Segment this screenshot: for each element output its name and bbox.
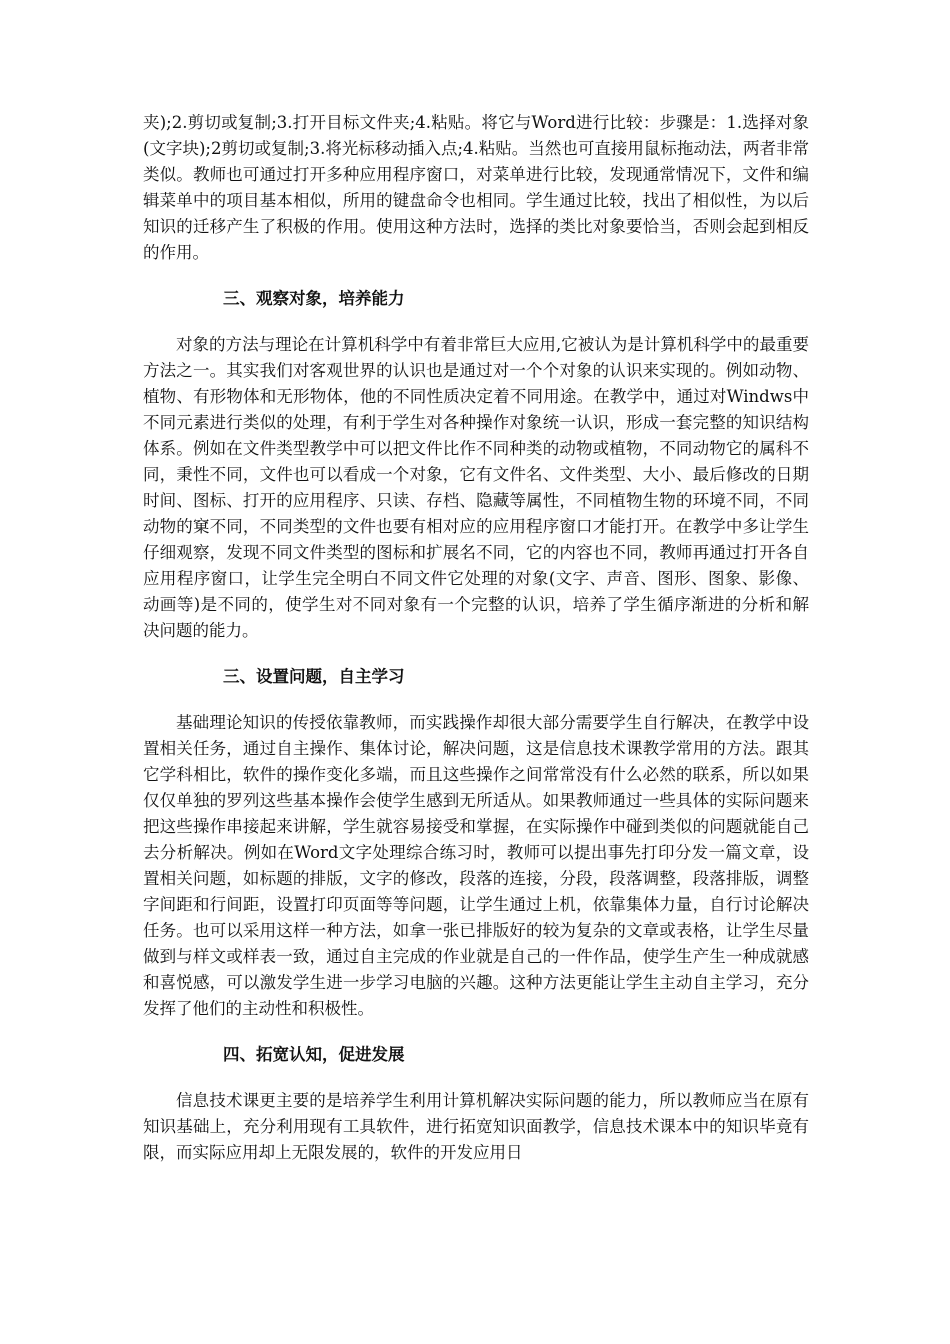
document-page	[143, 110, 809, 1166]
section-heading-observe-objects: 三、观察对象，培养能力	[223, 289, 405, 308]
opening-paragraph: 夹);2.剪切或复制;3.打开目标文件夹;4.粘贴。将它与Word进行比较：步骤是：1.选择对象(文字块);2剪切或复制;3.将光标移动插入点;4.粘贴。当然也可直接用鼠标拖动法，两者非常类似。教师也可通过打开多种应用程序窗口，对菜单进行比较，发现通常情况下，文件和编辑菜单中的项目基本相似，所用的键盘命令也相同。学生通过比较，找出了相似性，为以后知识的迁移产生了积极的作用。使用这种方法时，选择的类比对象要恰当，否则会起到相反的作用。	[143, 113, 809, 262]
section-heading-broaden-cognition: 四、拓宽认知，促进发展	[223, 1045, 405, 1064]
section-heading-set-problems: 三、设置问题，自主学习	[223, 667, 405, 686]
section-paragraph-observe-objects: 对象的方法与理论在计算机科学中有着非常巨大应用,它被认为是计算机科学中的最重要方法之一。其实我们对客观世界的认识也是通过对一个个对象的认识来实现的。例如动物、植物、有形物体和无形物体，他的不同性质决定着不同用途。在教学中，通过对Windws中不同元素进行类似的处理，有利于学生对各种操作对象统一认识，形成一套完整的知识结构体系。例如在文件类型教学中可以把文件比作不同种类的动物或植物，不同动物它的属科不同，秉性不同，文件也可以看成一个对象，它有文件名、文件类型、大小、最后修改的日期时间、图标、打开的应用程序、只读、存档、隐藏等属性，不同植物生物的环境不同，不同动物的窠不同，不同类型的文件也要有相对应的应用程序窗口才能打开。在教学中多让学生仔细观察，发现不同文件类型的图标和扩展名不同，它的内容也不同，教师再通过打开各自应用程序窗口，让学生完全明白不同文件它处理的对象(文字、声音、图形、图象、影像、动画等)是不同的，使学生对不同对象有一个完整的认识，培养了学生循序渐进的分析和解决问题的能力。	[143, 335, 809, 640]
section-paragraph-set-problems: 基础理论知识的传授依靠教师，而实践操作却很大部分需要学生自行解决，在教学中设置相关任务，通过自主操作、集体讨论，解决问题，这是信息技术课教学常用的方法。跟其它学科相比，软件的操作变化多端，而且这些操作之间常常没有什么必然的联系，所以如果仅仅单独的罗列这些基本操作会使学生感到无所适从。如果教师通过一些具体的实际问题来把这些操作串接起来讲解，学生就容易接受和掌握，在实际操作中碰到类似的问题就能自己去分析解决。例如在Word文字处理综合练习时，教师可以提出事先打印分发一篇文章，设置相关问题，如标题的排版，文字的修改，段落的连接，分段，段落调整，段落排版，调整字间距和行间距，设置打印页面等等问题，让学生通过上机，依靠集体力量，自行讨论解决任务。也可以采用这样一种方法，如拿一张已排版好的较为复杂的文章或表格，让学生尽量做到与样文或样表一致，通过自主完成的作业就是自己的一件作品，使学生产生一种成就感和喜悦感，可以激发学生进一步学习电脑的兴趣。这种方法更能让学生主动自主学习，充分发挥了他们的主动性和积极性。	[143, 713, 809, 1018]
section-paragraph-broaden-cognition: 信息技术课更主要的是培养学生利用计算机解决实际问题的能力，所以教师应当在原有知识基础上，充分利用现有工具软件，进行拓宽知识面教学，信息技术课本中的知识毕竟有限，而实际应用却上无限发展的，软件的开发应用日	[143, 1091, 809, 1162]
